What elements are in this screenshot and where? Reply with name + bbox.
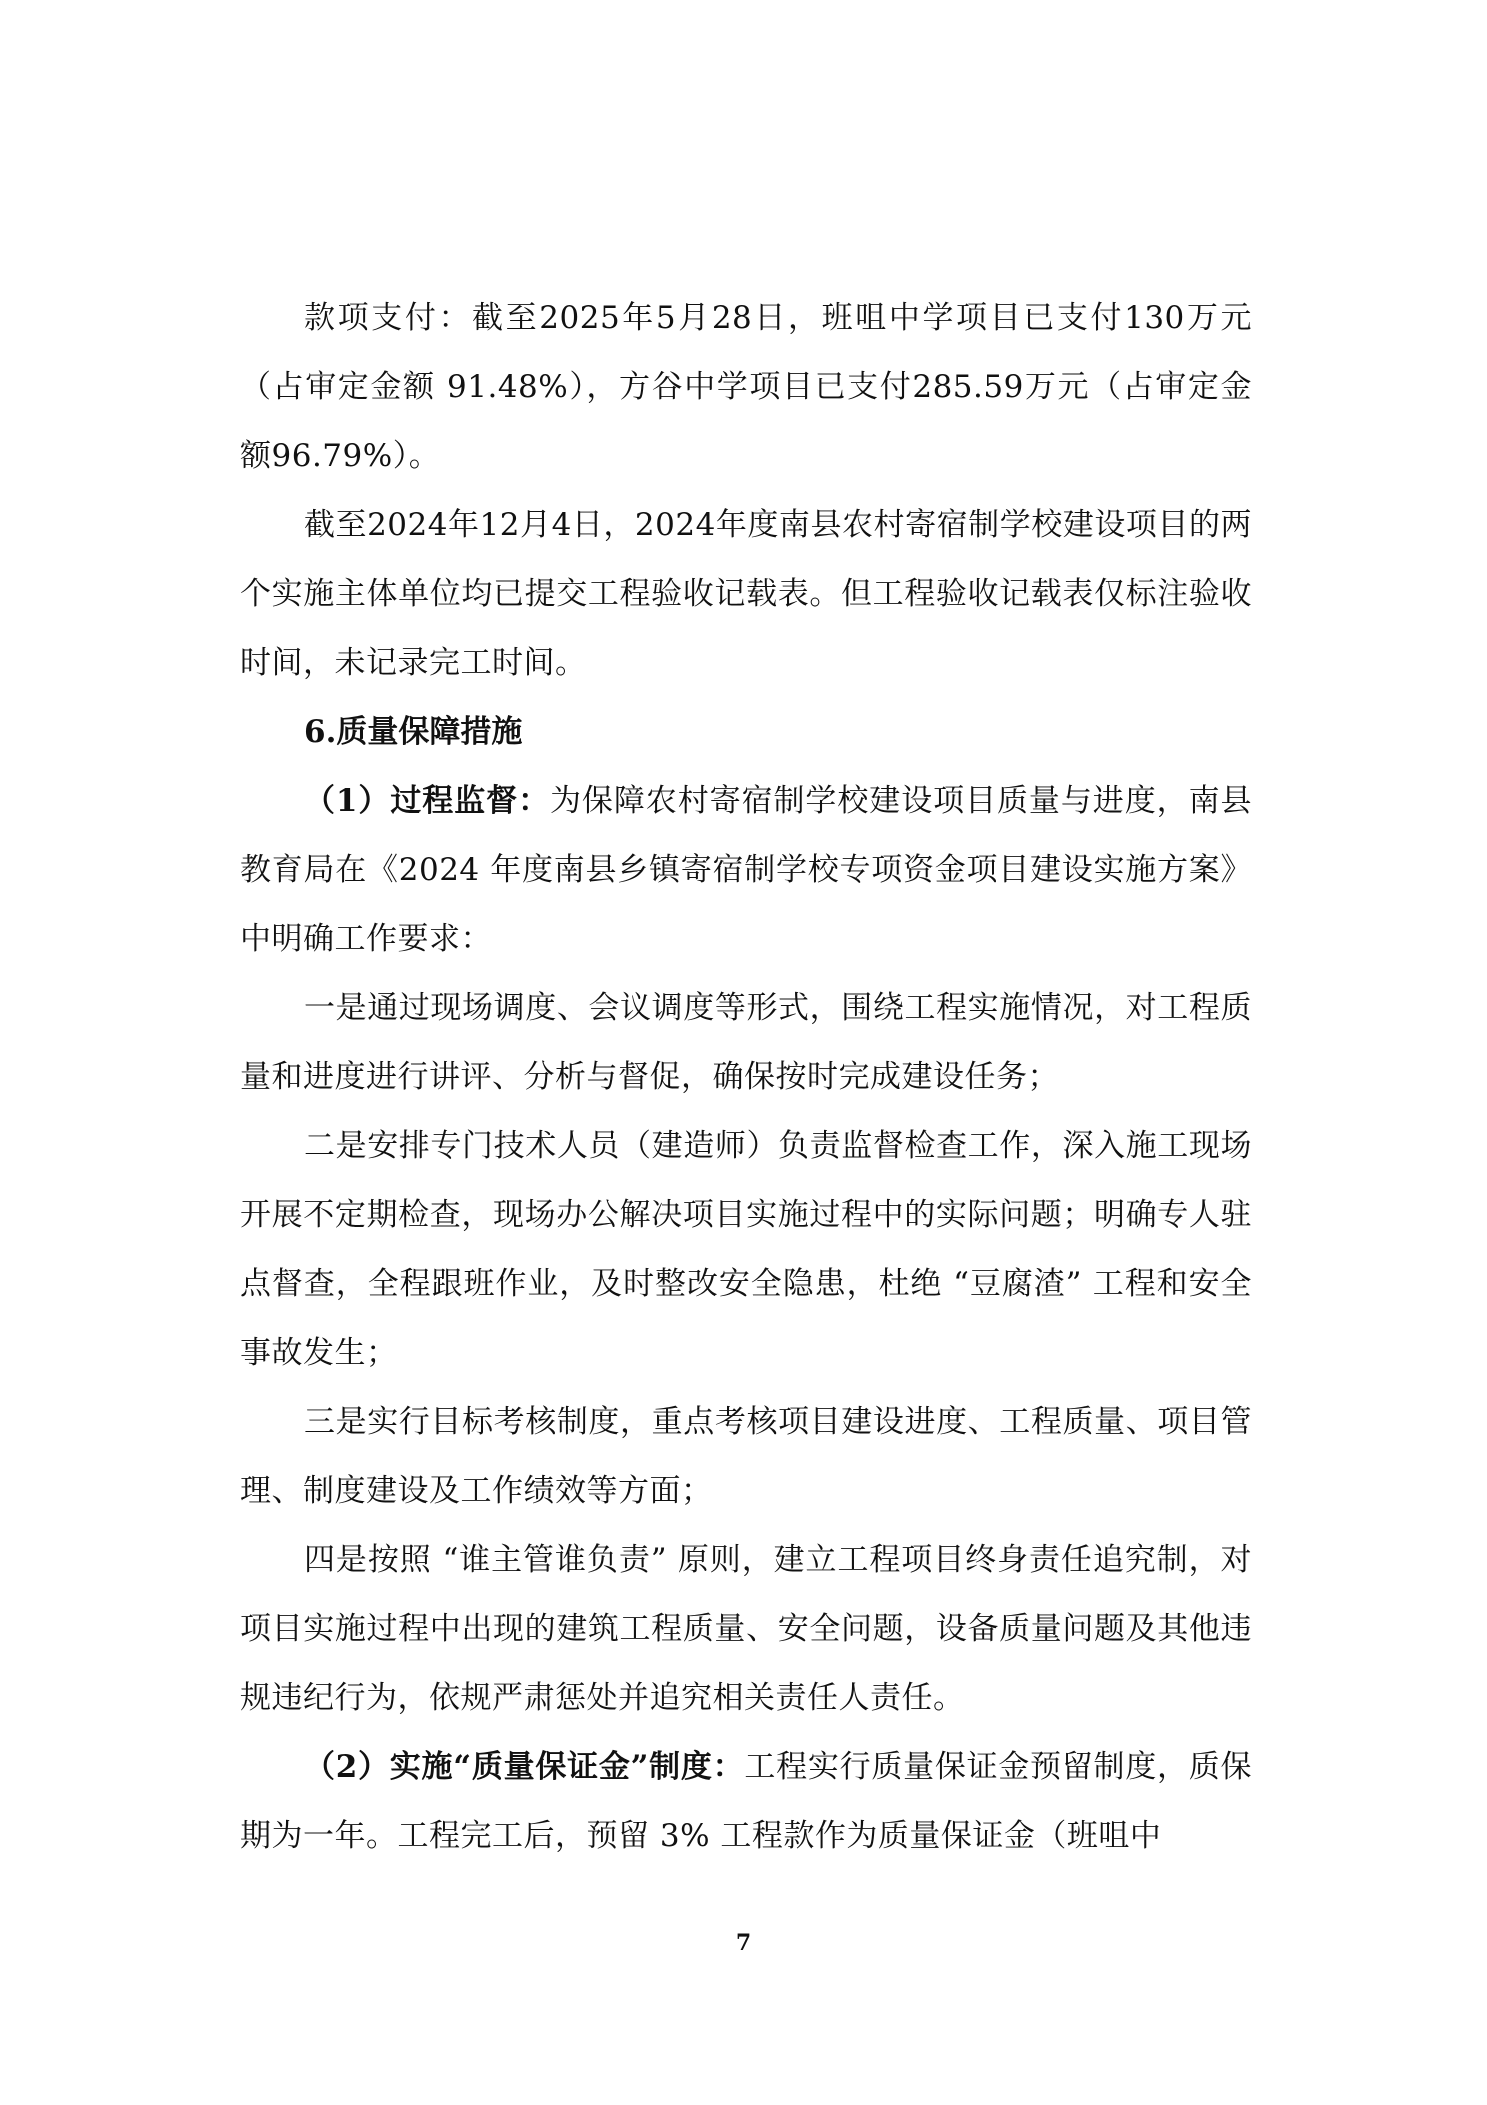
payment-paragraph: 款项支付：截至2025年5月28日，班咀中学项目已支付130万元（占审定金额 91.48%），方谷中学项目已支付285.59万元（占审定金额96.79%）。 [240,300,1252,474]
page-body [240,284,1252,1871]
point-paragraph-2: 二是安排专门技术人员（建造师）负责监督检查工作，深入施工现场开展不定期检查，现场办公解决项目实施过程中的实际问题；明确专人驻点督查，全程跟班作业，及时整改安全隐患，杜绝 “豆腐渣” 工程和安全事故发生； [240,1128,1252,1371]
section-heading: 6.质量保障措施 [304,714,523,750]
page-number: 7 [735,1930,752,1956]
process-supervision-text: 为保障农村寄宿制学校建设项目质量与进度，南县教育局在《2024 年度南县乡镇寄宿制学校专项资金项目建设实施方案》中明确工作要求： [240,783,1252,957]
acceptance-paragraph: 截至2024年12月4日，2024年度南县农村寄宿制学校建设项目的两个实施主体单位均已提交工程验收记载表。但工程验收记载表仅标注验收时间，未记录完工时间。 [240,507,1252,681]
process-supervision-paragraph [240,767,1252,974]
point-paragraph-3: 三是实行目标考核制度，重点考核项目建设进度、工程质量、项目管理、制度建设及工作绩效等方面； [240,1404,1252,1509]
quality-deposit-paragraph [240,1733,1252,1871]
quality-deposit-text: 工程实行质量保证金预留制度，质保期为一年。工程完工后，预留 3% 工程款作为质量保证金（班咀中 [240,1749,1253,1854]
quality-deposit-label: （2）实施“质量保证金”制度： [304,1749,745,1785]
process-supervision-label: （1）过程监督： [304,783,550,819]
point-paragraph-4: 四是按照 “谁主管谁负责” 原则，建立工程项目终身责任追究制，对项目实施过程中出现的建筑工程质量、安全问题，设备质量问题及其他违规违纪行为，依规严肃惩处并追究相关责任人责任。 [240,1542,1252,1716]
point-paragraph-1: 一是通过现场调度、会议调度等形式，围绕工程实施情况，对工程质量和进度进行讲评、分析与督促，确保按时完成建设任务； [240,990,1252,1095]
